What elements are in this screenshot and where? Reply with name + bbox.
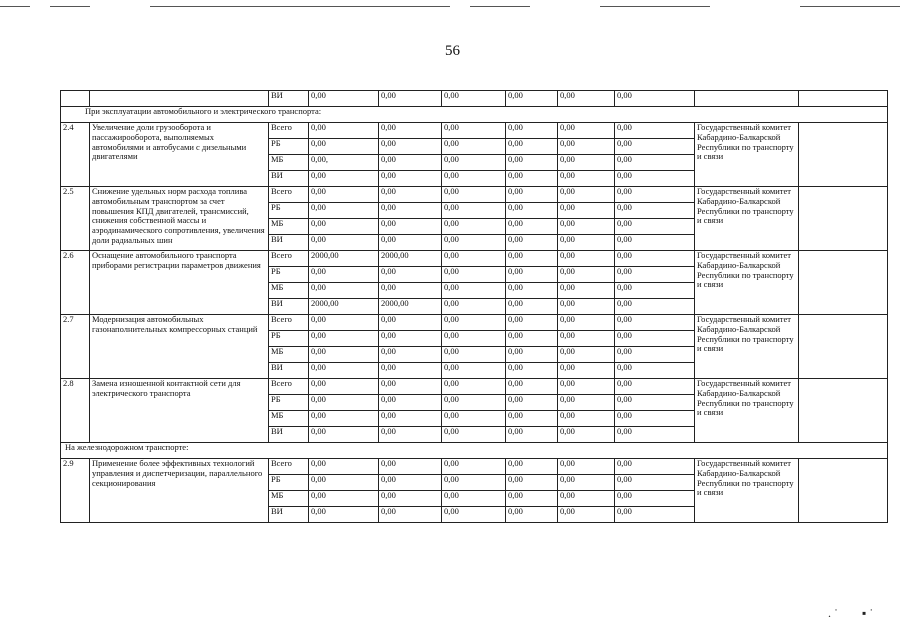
funding-type-cell: ВИ bbox=[269, 171, 309, 187]
value-cell: 0,00 bbox=[506, 427, 558, 443]
measure-description: Замена изношенной контактной сети для электрического транспорта bbox=[90, 379, 269, 443]
value-cell: 0,00 bbox=[506, 491, 558, 507]
value-cell: 0,00, bbox=[309, 155, 379, 171]
table-row bbox=[61, 379, 888, 395]
value-cell: 0,00 bbox=[379, 123, 442, 139]
section-title: На железнодорожном транспорте: bbox=[61, 443, 888, 459]
value-cell: 0,00 bbox=[442, 267, 506, 283]
value-cell: 0,00 bbox=[615, 459, 695, 475]
value-cell: 0,00 bbox=[442, 203, 506, 219]
value-cell: 0,00 bbox=[309, 219, 379, 235]
value-cell: 0,00 bbox=[615, 363, 695, 379]
value-cell: 0,00 bbox=[309, 347, 379, 363]
value-cell: 0,00 bbox=[506, 155, 558, 171]
value-cell: 0,00 bbox=[558, 395, 615, 411]
funding-type-cell: ВИ bbox=[269, 507, 309, 523]
value-cell: 0,00 bbox=[506, 267, 558, 283]
section-title: При эксплуатации автомобильного и электрического транспорта: bbox=[61, 107, 888, 123]
value-cell: 0,00 bbox=[442, 427, 506, 443]
value-cell: 0,00 bbox=[615, 91, 695, 107]
value-cell: 0,00 bbox=[309, 171, 379, 187]
value-cell: 0,00 bbox=[379, 459, 442, 475]
value-cell: 0,00 bbox=[442, 251, 506, 267]
value-cell: 0,00 bbox=[506, 203, 558, 219]
value-cell: 0,00 bbox=[558, 315, 615, 331]
value-cell: 0,00 bbox=[379, 219, 442, 235]
value-cell: 0,00 bbox=[615, 395, 695, 411]
value-cell: 0,00 bbox=[615, 235, 695, 251]
funding-type-cell: ВИ bbox=[269, 235, 309, 251]
note-cell bbox=[799, 251, 888, 315]
funding-type-cell: ВИ bbox=[269, 91, 309, 107]
value-cell: 0,00 bbox=[442, 123, 506, 139]
funding-type-cell: МБ bbox=[269, 283, 309, 299]
note-cell bbox=[799, 187, 888, 251]
value-cell: 0,00 bbox=[309, 491, 379, 507]
value-cell: 0,00 bbox=[309, 283, 379, 299]
value-cell: 0,00 bbox=[442, 507, 506, 523]
value-cell: 0,00 bbox=[309, 267, 379, 283]
num-cell bbox=[61, 91, 90, 107]
executor-cell: Государственный комитет Кабардино-Балкарской Республики по транспорту и связи bbox=[695, 315, 799, 379]
value-cell: 0,00 bbox=[506, 395, 558, 411]
item-number: 2.6 bbox=[61, 251, 90, 315]
value-cell: 0,00 bbox=[506, 475, 558, 491]
value-cell: 0,00 bbox=[615, 475, 695, 491]
value-cell: 0,00 bbox=[558, 411, 615, 427]
value-cell: 0,00 bbox=[615, 219, 695, 235]
note-cell bbox=[799, 315, 888, 379]
value-cell: 0,00 bbox=[615, 379, 695, 395]
value-cell: 2000,00 bbox=[309, 299, 379, 315]
value-cell: 0,00 bbox=[615, 171, 695, 187]
value-cell: 0,00 bbox=[442, 91, 506, 107]
value-cell: 0,00 bbox=[309, 379, 379, 395]
measure-description: Увеличение доли грузооборота и пассажирооборота, выполняемых автомобилями и автобусами с дизельными двигателями bbox=[90, 123, 269, 187]
scan-rule bbox=[0, 6, 30, 7]
value-cell: 0,00 bbox=[309, 411, 379, 427]
value-cell: 0,00 bbox=[506, 411, 558, 427]
value-cell: 0,00 bbox=[442, 379, 506, 395]
funding-type-cell: ВИ bbox=[269, 299, 309, 315]
value-cell: 0,00 bbox=[615, 299, 695, 315]
value-cell: 0,00 bbox=[558, 219, 615, 235]
funding-type-cell: МБ bbox=[269, 219, 309, 235]
value-cell: 0,00 bbox=[506, 459, 558, 475]
item-number: 2.5 bbox=[61, 187, 90, 251]
value-cell: 0,00 bbox=[558, 155, 615, 171]
funding-type-cell: РБ bbox=[269, 203, 309, 219]
value-cell: 0,00 bbox=[506, 187, 558, 203]
value-cell: 0,00 bbox=[379, 203, 442, 219]
value-cell: 0,00 bbox=[309, 475, 379, 491]
value-cell: 0,00 bbox=[506, 331, 558, 347]
value-cell: 0,00 bbox=[442, 331, 506, 347]
value-cell: 0,00 bbox=[442, 187, 506, 203]
measure-cell bbox=[90, 91, 269, 107]
value-cell: 0,00 bbox=[558, 427, 615, 443]
value-cell: 2000,00 bbox=[309, 251, 379, 267]
measure-description: Оснащение автомобильного транспорта приборами регистрации параметров движения bbox=[90, 251, 269, 315]
value-cell: 0,00 bbox=[309, 123, 379, 139]
value-cell: 0,00 bbox=[506, 347, 558, 363]
value-cell: 0,00 bbox=[309, 459, 379, 475]
executor-cell: Государственный комитет Кабардино-Балкарской Республики по транспорту и связи bbox=[695, 379, 799, 443]
value-cell: 0,00 bbox=[442, 347, 506, 363]
value-cell: 0,00 bbox=[379, 315, 442, 331]
note-cell bbox=[799, 379, 888, 443]
value-cell: 0,00 bbox=[615, 427, 695, 443]
value-cell: 0,00 bbox=[558, 379, 615, 395]
value-cell: 0,00 bbox=[615, 139, 695, 155]
value-cell: 0,00 bbox=[558, 459, 615, 475]
funding-type-cell: РБ bbox=[269, 139, 309, 155]
value-cell: 0,00 bbox=[379, 363, 442, 379]
measure-description: Модернизация автомобильных газонаполнительных компрессорных станций bbox=[90, 315, 269, 379]
funding-type-cell: МБ bbox=[269, 347, 309, 363]
value-cell: 0,00 bbox=[309, 363, 379, 379]
value-cell: 0,00 bbox=[379, 395, 442, 411]
scan-rule bbox=[150, 6, 450, 7]
value-cell: 0,00 bbox=[558, 267, 615, 283]
note-cell bbox=[799, 459, 888, 523]
value-cell: 0,00 bbox=[506, 219, 558, 235]
value-cell: 0,00 bbox=[379, 155, 442, 171]
value-cell: 0,00 bbox=[442, 315, 506, 331]
funding-type-cell: Всего bbox=[269, 123, 309, 139]
table-row bbox=[61, 123, 888, 139]
value-cell: 0,00 bbox=[379, 283, 442, 299]
funding-type-cell: МБ bbox=[269, 491, 309, 507]
value-cell: 0,00 bbox=[379, 91, 442, 107]
scan-rule bbox=[600, 6, 710, 7]
executor-cell: Государственный комитет Кабардино-Балкарской Республики по транспорту и связи bbox=[695, 251, 799, 315]
table-row bbox=[61, 315, 888, 331]
funding-type-cell: ВИ bbox=[269, 427, 309, 443]
executor-cell: Государственный комитет Кабардино-Балкарской Республики по транспорту и связи bbox=[695, 123, 799, 187]
value-cell: 0,00 bbox=[615, 347, 695, 363]
value-cell: 0,00 bbox=[558, 235, 615, 251]
value-cell: 0,00 bbox=[506, 379, 558, 395]
value-cell: 0,00 bbox=[442, 363, 506, 379]
value-cell: 0,00 bbox=[506, 507, 558, 523]
item-number: 2.7 bbox=[61, 315, 90, 379]
value-cell: 0,00 bbox=[442, 155, 506, 171]
value-cell: 0,00 bbox=[558, 491, 615, 507]
funding-type-cell: Всего bbox=[269, 459, 309, 475]
value-cell: 0,00 bbox=[309, 315, 379, 331]
executor-cell bbox=[695, 91, 799, 107]
value-cell: 0,00 bbox=[558, 347, 615, 363]
value-cell: 2000,00 bbox=[379, 299, 442, 315]
value-cell: 0,00 bbox=[615, 187, 695, 203]
value-cell: 0,00 bbox=[615, 507, 695, 523]
value-cell: 0,00 bbox=[558, 139, 615, 155]
item-number: 2.4 bbox=[61, 123, 90, 187]
value-cell: 0,00 bbox=[309, 395, 379, 411]
section-header-row bbox=[61, 443, 888, 459]
value-cell: 0,00 bbox=[379, 187, 442, 203]
value-cell: 0,00 bbox=[379, 427, 442, 443]
value-cell: 0,00 bbox=[558, 475, 615, 491]
value-cell: 0,00 bbox=[506, 251, 558, 267]
value-cell: 0,00 bbox=[558, 299, 615, 315]
value-cell: 0,00 bbox=[506, 315, 558, 331]
value-cell: 0,00 bbox=[558, 203, 615, 219]
value-cell: 0,00 bbox=[558, 171, 615, 187]
value-cell: 0,00 bbox=[309, 91, 379, 107]
value-cell: 0,00 bbox=[615, 251, 695, 267]
value-cell: 0,00 bbox=[309, 507, 379, 523]
value-cell: 0,00 bbox=[309, 203, 379, 219]
item-number: 2.8 bbox=[61, 379, 90, 443]
scan-rule bbox=[470, 6, 530, 7]
executor-cell: Государственный комитет Кабардино-Балкарской Республики по транспорту и связи bbox=[695, 187, 799, 251]
value-cell: 0,00 bbox=[615, 155, 695, 171]
measure-description: Снижение удельных норм расхода топлива автомобильным транспортом за счет повышения КПД двигателей, трансмиссий, снижения собственной массы и аэродинамического сопротивления, увеличения доли радиальных шин bbox=[90, 187, 269, 251]
value-cell: 0,00 bbox=[558, 507, 615, 523]
funding-type-cell: РБ bbox=[269, 475, 309, 491]
value-cell: 0,00 bbox=[442, 459, 506, 475]
note-cell bbox=[799, 91, 888, 107]
value-cell: 0,00 bbox=[379, 235, 442, 251]
value-cell: 0,00 bbox=[615, 315, 695, 331]
value-cell: 0,00 bbox=[379, 331, 442, 347]
funding-type-cell: РБ bbox=[269, 331, 309, 347]
value-cell: 0,00 bbox=[379, 507, 442, 523]
value-cell: 0,00 bbox=[442, 395, 506, 411]
funding-type-cell: РБ bbox=[269, 395, 309, 411]
value-cell: 0,00 bbox=[442, 235, 506, 251]
value-cell: 0,00 bbox=[558, 331, 615, 347]
executor-cell: Государственный комитет Кабардино-Балкарской Республики по транспорту и связи bbox=[695, 459, 799, 523]
value-cell: 0,00 bbox=[615, 123, 695, 139]
value-cell: 0,00 bbox=[309, 427, 379, 443]
value-cell: 0,00 bbox=[379, 379, 442, 395]
value-cell: 0,00 bbox=[442, 491, 506, 507]
value-cell: 0,00 bbox=[379, 347, 442, 363]
scan-rule bbox=[800, 6, 900, 7]
funding-type-cell: МБ bbox=[269, 155, 309, 171]
value-cell: 0,00 bbox=[615, 331, 695, 347]
value-cell: 0,00 bbox=[615, 267, 695, 283]
scan-speck: . ˙ bbox=[828, 606, 838, 620]
scan-rule bbox=[50, 6, 90, 7]
table-row bbox=[61, 251, 888, 267]
value-cell: 0,00 bbox=[506, 363, 558, 379]
scan-speck: ▪ ˙ bbox=[862, 606, 874, 620]
value-cell: 0,00 bbox=[558, 283, 615, 299]
value-cell: 0,00 bbox=[442, 299, 506, 315]
table-row bbox=[61, 91, 888, 107]
page-number: 56 bbox=[445, 43, 460, 59]
value-cell: 0,00 bbox=[506, 123, 558, 139]
value-cell: 0,00 bbox=[558, 187, 615, 203]
value-cell: 2000,00 bbox=[379, 251, 442, 267]
funding-type-cell: Всего bbox=[269, 379, 309, 395]
table-row bbox=[61, 187, 888, 203]
value-cell: 0,00 bbox=[309, 139, 379, 155]
value-cell: 0,00 bbox=[442, 139, 506, 155]
value-cell: 0,00 bbox=[442, 411, 506, 427]
funding-type-cell: ВИ bbox=[269, 363, 309, 379]
value-cell: 0,00 bbox=[558, 363, 615, 379]
value-cell: 0,00 bbox=[309, 235, 379, 251]
value-cell: 0,00 bbox=[558, 123, 615, 139]
table-body bbox=[61, 91, 888, 523]
funding-type-cell: Всего bbox=[269, 187, 309, 203]
value-cell: 0,00 bbox=[379, 491, 442, 507]
value-cell: 0,00 bbox=[379, 267, 442, 283]
value-cell: 0,00 bbox=[442, 219, 506, 235]
funding-type-cell: Всего bbox=[269, 251, 309, 267]
value-cell: 0,00 bbox=[379, 171, 442, 187]
value-cell: 0,00 bbox=[506, 91, 558, 107]
value-cell: 0,00 bbox=[615, 411, 695, 427]
value-cell: 0,00 bbox=[506, 139, 558, 155]
value-cell: 0,00 bbox=[558, 91, 615, 107]
value-cell: 0,00 bbox=[506, 283, 558, 299]
table-row bbox=[61, 459, 888, 475]
funding-type-cell: МБ bbox=[269, 411, 309, 427]
value-cell: 0,00 bbox=[615, 491, 695, 507]
value-cell: 0,00 bbox=[506, 235, 558, 251]
value-cell: 0,00 bbox=[442, 283, 506, 299]
value-cell: 0,00 bbox=[506, 299, 558, 315]
value-cell: 0,00 bbox=[615, 203, 695, 219]
value-cell: 0,00 bbox=[379, 411, 442, 427]
value-cell: 0,00 bbox=[558, 251, 615, 267]
funding-type-cell: Всего bbox=[269, 315, 309, 331]
value-cell: 0,00 bbox=[442, 171, 506, 187]
item-number: 2.9 bbox=[61, 459, 90, 523]
program-table bbox=[60, 90, 888, 523]
value-cell: 0,00 bbox=[309, 331, 379, 347]
value-cell: 0,00 bbox=[379, 475, 442, 491]
funding-type-cell: РБ bbox=[269, 267, 309, 283]
value-cell: 0,00 bbox=[615, 283, 695, 299]
section-header-row bbox=[61, 107, 888, 123]
note-cell bbox=[799, 123, 888, 187]
value-cell: 0,00 bbox=[379, 139, 442, 155]
value-cell: 0,00 bbox=[506, 171, 558, 187]
value-cell: 0,00 bbox=[309, 187, 379, 203]
value-cell: 0,00 bbox=[442, 475, 506, 491]
measure-description: Применение более эффективных технологий управления и диспетчеризации, параллельного секционирования bbox=[90, 459, 269, 523]
